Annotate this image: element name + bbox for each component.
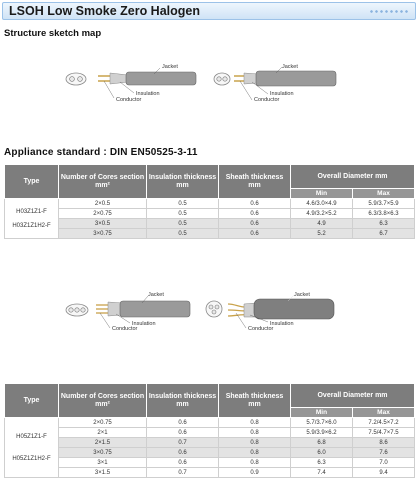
table-row bbox=[5, 458, 415, 468]
header-overall: Overall Diameter mm bbox=[291, 384, 415, 408]
cell-max: 9.4 bbox=[353, 468, 415, 478]
insulation-label: Insulation bbox=[270, 321, 294, 327]
cell-sheath: 0.8 bbox=[219, 458, 291, 468]
cell-sheath: 0.9 bbox=[219, 468, 291, 478]
spec-table-2 bbox=[4, 383, 415, 478]
cell-max: 6.3 bbox=[353, 219, 415, 229]
header-cores: Number of Cores section mm² bbox=[59, 165, 147, 199]
insulation-label: Insulation bbox=[270, 91, 294, 97]
cell-sheath: 0.8 bbox=[219, 418, 291, 428]
type-name: H03Z1Z1H2-F bbox=[12, 222, 51, 229]
header-cores: Number of Cores section mm² bbox=[59, 384, 147, 418]
cell-cores: 2×1.5 bbox=[59, 438, 147, 448]
cell-sheath: 0.8 bbox=[219, 428, 291, 438]
cell-min: 7.4 bbox=[291, 468, 353, 478]
cable-sketch-flat-3core bbox=[64, 290, 194, 336]
cell-max: 5.9/3.7×5.9 bbox=[353, 199, 415, 209]
cable-sketch-flat-2core-b bbox=[212, 62, 342, 112]
type-name: H05Z1Z1H2-F bbox=[12, 455, 51, 462]
cell-max: 7.0 bbox=[353, 458, 415, 468]
conductor-label: Conductor bbox=[116, 97, 142, 103]
cell-cores: 3×0.5 bbox=[59, 219, 147, 229]
header-min: Min bbox=[291, 408, 353, 418]
cell-cores: 2×0.75 bbox=[59, 418, 147, 428]
insulation-label: Insulation bbox=[136, 91, 160, 97]
table-row bbox=[5, 448, 415, 458]
cell-insulation: 0.5 bbox=[147, 209, 219, 219]
cell-min: 6.0 bbox=[291, 448, 353, 458]
cell-insulation: 0.6 bbox=[147, 458, 219, 468]
table-row bbox=[5, 468, 415, 478]
header-sheath: Sheath thickness mm bbox=[219, 384, 291, 418]
header-min: Min bbox=[291, 189, 353, 199]
header-insulation: Insulation thickness mm bbox=[147, 384, 219, 418]
cell-min: 6.3 bbox=[291, 458, 353, 468]
cell-max: 6.3/3.8×6.3 bbox=[353, 209, 415, 219]
cell-cores: 2×1 bbox=[59, 428, 147, 438]
cell-max: 8.6 bbox=[353, 438, 415, 448]
type-name: H03Z1Z1-F bbox=[16, 208, 47, 215]
cell-max: 7.2/4.5×7.2 bbox=[353, 418, 415, 428]
cell-min: 5.9/3.9×6.2 bbox=[291, 428, 353, 438]
table-row bbox=[5, 418, 415, 428]
cell-max: 7.5/4.7×7.5 bbox=[353, 428, 415, 438]
header-insulation: Insulation thickness mm bbox=[147, 165, 219, 199]
cell-insulation: 0.7 bbox=[147, 468, 219, 478]
cell-sheath: 0.6 bbox=[219, 199, 291, 209]
header-sheath: Sheath thickness mm bbox=[219, 165, 291, 199]
cable-sketch-flat-2core bbox=[64, 62, 204, 112]
cell-cores: 3×1 bbox=[59, 458, 147, 468]
cell-insulation: 0.6 bbox=[147, 448, 219, 458]
cell-min: 4.9 bbox=[291, 219, 353, 229]
header-max: Max bbox=[353, 408, 415, 418]
table-row bbox=[5, 199, 415, 209]
type-cell bbox=[5, 418, 59, 478]
cable-sketch-round-3core bbox=[204, 290, 338, 336]
cell-min: 5.2 bbox=[291, 229, 353, 239]
insulation-label: Insulation bbox=[132, 321, 156, 327]
cell-insulation: 0.5 bbox=[147, 199, 219, 209]
table-row bbox=[5, 209, 415, 219]
cell-sheath: 0.6 bbox=[219, 219, 291, 229]
conductor-label: Conductor bbox=[254, 97, 280, 103]
jacket-label: Jacket bbox=[162, 64, 178, 70]
table-row bbox=[5, 428, 415, 438]
decorative-dots bbox=[369, 9, 409, 14]
standard-title: Appliance standard : DIN EN50525-3-11 bbox=[4, 147, 198, 158]
cell-cores: 3×0.75 bbox=[59, 229, 147, 239]
header-type: Type bbox=[5, 384, 59, 418]
conductor-label: Conductor bbox=[248, 326, 274, 332]
cell-insulation: 0.6 bbox=[147, 428, 219, 438]
cell-sheath: 0.8 bbox=[219, 438, 291, 448]
cell-cores: 3×0.75 bbox=[59, 448, 147, 458]
cell-min: 4.6/3.0×4.9 bbox=[291, 199, 353, 209]
cell-insulation: 0.5 bbox=[147, 229, 219, 239]
header-max: Max bbox=[353, 189, 415, 199]
type-cell bbox=[5, 199, 59, 239]
cell-insulation: 0.6 bbox=[147, 418, 219, 428]
cell-insulation: 0.7 bbox=[147, 438, 219, 448]
cell-sheath: 0.8 bbox=[219, 448, 291, 458]
page-title: LSOH Low Smoke Zero Halogen bbox=[9, 4, 200, 18]
cell-insulation: 0.5 bbox=[147, 219, 219, 229]
cell-max: 7.6 bbox=[353, 448, 415, 458]
jacket-label: Jacket bbox=[282, 64, 298, 70]
cell-sheath: 0.6 bbox=[219, 209, 291, 219]
header-type: Type bbox=[5, 165, 59, 199]
cell-max: 6.7 bbox=[353, 229, 415, 239]
header-overall: Overall Diameter mm bbox=[291, 165, 415, 189]
cell-cores: 2×0.75 bbox=[59, 209, 147, 219]
cell-min: 6.8 bbox=[291, 438, 353, 448]
cell-cores: 2×0.5 bbox=[59, 199, 147, 209]
title-bar bbox=[2, 2, 416, 20]
cell-min: 5.7/3.7×6.0 bbox=[291, 418, 353, 428]
table-row bbox=[5, 219, 415, 229]
cell-sheath: 0.6 bbox=[219, 229, 291, 239]
jacket-label: Jacket bbox=[148, 292, 164, 298]
cell-min: 4.9/3.2×5.2 bbox=[291, 209, 353, 219]
table-row bbox=[5, 229, 415, 239]
type-name: H05Z1Z1-F bbox=[16, 433, 47, 440]
spec-table-1 bbox=[4, 164, 415, 239]
conductor-label: Conductor bbox=[112, 326, 138, 332]
jacket-label: Jacket bbox=[294, 292, 310, 298]
table-row bbox=[5, 438, 415, 448]
cell-cores: 3×1.5 bbox=[59, 468, 147, 478]
structure-title: Structure sketch map bbox=[4, 28, 102, 39]
